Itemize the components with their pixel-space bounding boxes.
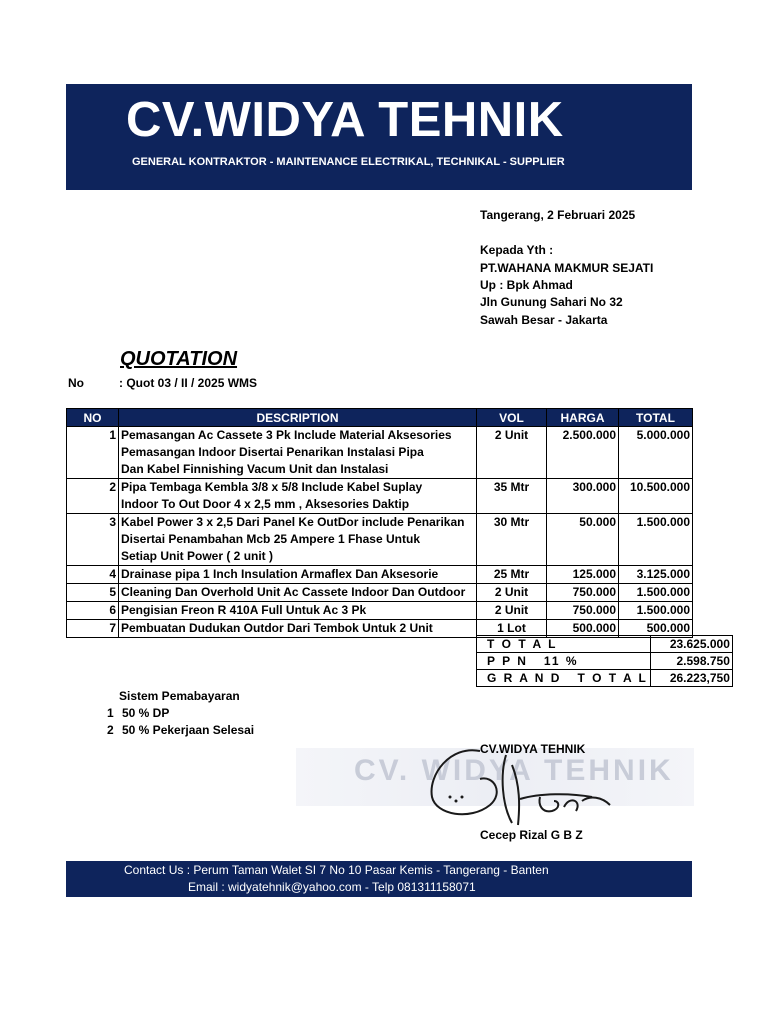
table-header-row — [67, 409, 693, 427]
table-row — [67, 584, 693, 602]
row-no: 7 — [67, 620, 119, 638]
row-no: 5 — [67, 584, 119, 602]
recipient-city: Sawah Besar - Jakarta — [480, 313, 608, 327]
row-harga: 750.000 — [547, 602, 619, 620]
row-no: 4 — [67, 566, 119, 584]
row-no: 6 — [67, 602, 119, 620]
payment-item-text: 50 % Pekerjaan Selesai — [122, 723, 255, 737]
row-harga: 50.000 — [547, 514, 619, 566]
row-total: 500.000 — [619, 620, 693, 638]
ppn-row — [477, 653, 733, 670]
row-total: 1.500.000 — [619, 602, 693, 620]
row-no: 2 — [67, 479, 119, 514]
row-harga: 125.000 — [547, 566, 619, 584]
row-description — [119, 514, 477, 566]
ppn-value: 2.598.750 — [650, 653, 732, 670]
table-row — [67, 566, 693, 584]
recipient-label: Kepada Yth : — [480, 243, 554, 257]
ppn-label: P P N 11 % — [477, 653, 651, 670]
row-no: 1 — [67, 427, 119, 479]
header-harga: HARGA — [547, 409, 619, 427]
row-description — [119, 566, 477, 584]
row-no: 3 — [67, 514, 119, 566]
row-vol: 2 Unit — [477, 427, 547, 479]
row-vol: 2 Unit — [477, 584, 547, 602]
row-harga: 750.000 — [547, 584, 619, 602]
quotation-number-label: No — [68, 376, 84, 390]
row-total: 3.125.000 — [619, 566, 693, 584]
table-row — [67, 602, 693, 620]
header-description: DESCRIPTION — [119, 409, 477, 427]
row-description — [119, 427, 477, 479]
row-vol: 25 Mtr — [477, 566, 547, 584]
description-line: Pembuatan Dudukan Outdor Dari Tembok Untuk 2 Unit — [121, 621, 433, 635]
description-line: Pipa Tembaga Kembla 3/8 x 5/8 Include Kabel Suplay — [121, 480, 423, 494]
payment-item-no: 2 — [107, 723, 114, 737]
header-total: TOTAL — [619, 409, 693, 427]
row-vol: 35 Mtr — [477, 479, 547, 514]
row-vol: 2 Unit — [477, 602, 547, 620]
footer-contact: Contact Us : Perum Taman Walet SI 7 No 10 Pasar Kemis - Tangerang - Banten — [124, 863, 549, 877]
grand-total-label: G R A N D T O T A L — [477, 670, 651, 687]
company-name: CV.WIDYA TEHNIK — [126, 93, 564, 147]
description-line: Pemasangan Indoor Disertai Penarikan Instalasi Pipa — [121, 445, 424, 459]
signatory-name: Cecep Rizal G B Z — [480, 828, 583, 842]
total-label: T O T A L — [477, 636, 651, 653]
quotation-number: : Quot 03 / II / 2025 WMS — [119, 376, 258, 390]
row-harga: 300.000 — [547, 479, 619, 514]
row-harga: 2.500.000 — [547, 427, 619, 479]
company-tagline: GENERAL KONTRAKTOR - MAINTENANCE ELECTRIKAL, TECHNIKAL - SUPPLIER — [132, 156, 565, 168]
header-vol: VOL — [477, 409, 547, 427]
description-line: Cleaning Dan Overhold Unit Ac Cassete Indoor Dan Outdoor — [121, 585, 466, 599]
description-line: Kabel Power 3 x 2,5 Dari Panel Ke OutDor include Penarikan — [121, 515, 465, 529]
row-total: 10.500.000 — [619, 479, 693, 514]
letterhead-banner — [66, 84, 692, 190]
row-vol: 30 Mtr — [477, 514, 547, 566]
payment-title: Sistem Pemabayaran — [119, 689, 240, 703]
document-title: QUOTATION — [120, 348, 238, 370]
description-line: Setiap Unit Power ( 2 unit ) — [121, 549, 274, 563]
footer-banner — [66, 861, 692, 897]
totals-table — [476, 635, 733, 687]
row-description — [119, 620, 477, 638]
table-row — [67, 479, 693, 514]
description-line: Drainase pipa 1 Inch Insulation Armaflex Dan Aksesorie — [121, 567, 439, 581]
recipient-company: PT.WAHANA MAKMUR SEJATI — [480, 261, 654, 275]
row-vol: 1 Lot — [477, 620, 547, 638]
row-description — [119, 584, 477, 602]
items-table — [66, 408, 693, 638]
recipient-street: Jln Gunung Sahari No 32 — [480, 295, 623, 309]
signature-company: CV.WIDYA TEHNIK — [480, 742, 586, 756]
recipient-attention: Up : Bpk Ahmad — [480, 278, 573, 292]
row-total: 5.000.000 — [619, 427, 693, 479]
description-line: Indoor To Out Door 4 x 2,5 mm , Aksesories Daktip — [121, 497, 410, 511]
description-line: Disertai Penambahan Mcb 25 Ampere 1 Fhase Untuk — [121, 532, 420, 546]
row-total: 1.500.000 — [619, 514, 693, 566]
header-no: NO — [67, 409, 119, 427]
row-total: 1.500.000 — [619, 584, 693, 602]
row-harga: 500.000 — [547, 620, 619, 638]
description-line: Dan Kabel Finnishing Vacum Unit dan Instalasi — [121, 462, 389, 476]
table-row — [67, 427, 693, 479]
grand-total-row — [477, 670, 733, 687]
stamp-watermark: CV. WIDYA TEHNIK — [354, 754, 674, 787]
handwritten-signature — [420, 735, 630, 835]
row-description — [119, 602, 477, 620]
footer-email: Email : widyatehnik@yahoo.com - Telp 081311158071 — [188, 880, 476, 894]
description-line: Pengisian Freon R 410A Full Untuk Ac 3 Pk — [121, 603, 367, 617]
date-line: Tangerang, 2 Februari 2025 — [480, 208, 636, 222]
payment-item-text: 50 % DP — [122, 706, 170, 720]
grand-total-value: 26.223,750 — [650, 670, 732, 687]
table-row — [67, 514, 693, 566]
total-row — [477, 636, 733, 653]
total-value: 23.625.000 — [650, 636, 732, 653]
description-line: Pemasangan Ac Cassete 3 Pk Include Material Aksesories — [121, 428, 452, 442]
row-description — [119, 479, 477, 514]
payment-item-no: 1 — [107, 706, 114, 720]
